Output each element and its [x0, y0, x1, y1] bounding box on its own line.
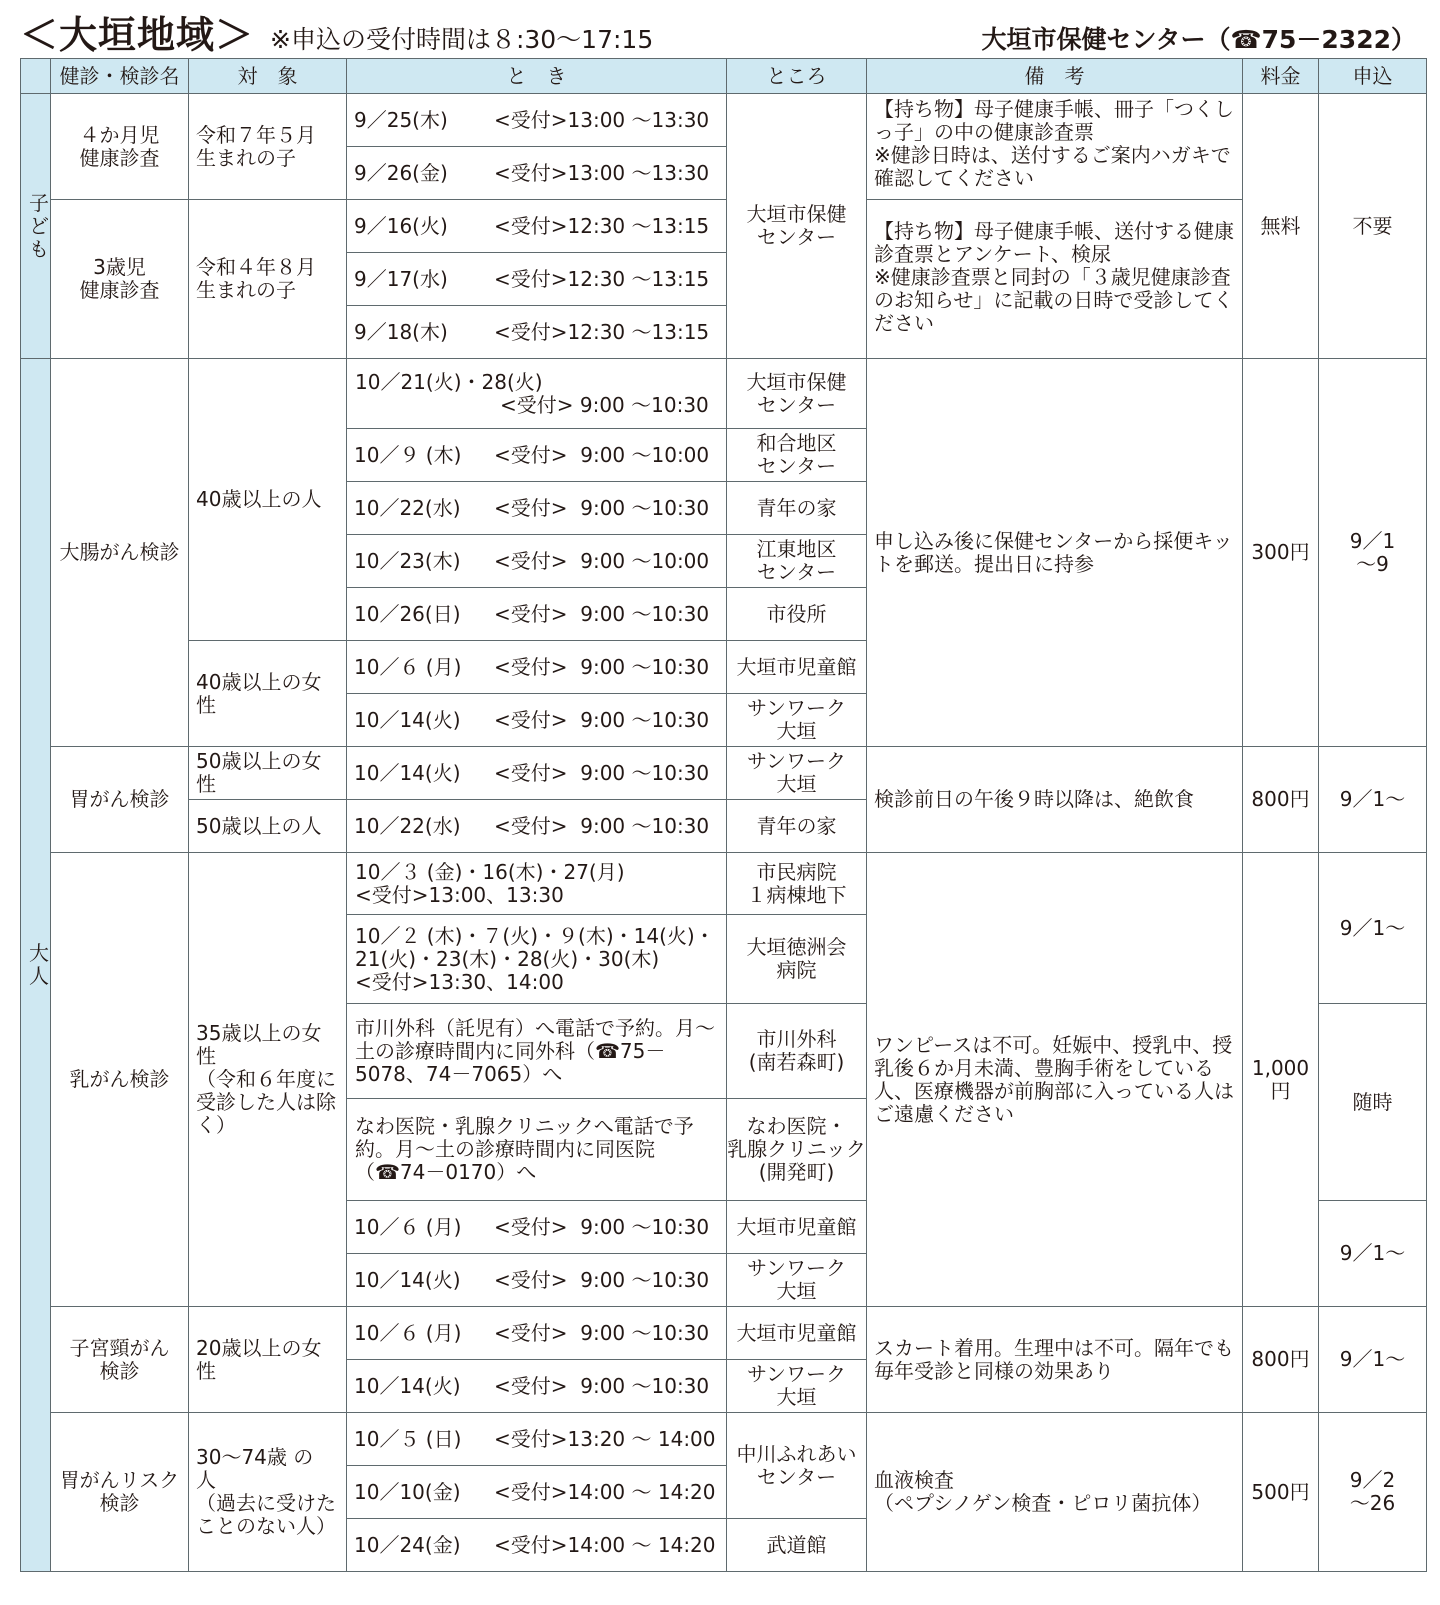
note-cell: 【持ち物】母子健康手帳、送付する健康診査票とアンケート、検尿 ※健康診査票と同封の「３歳児健康診査のお知らせ」に記載の日時で受診してください: [867, 200, 1243, 359]
table-row: [21, 747, 1427, 800]
target-cell: 30〜74歳 の 人 （過去に受けた ことのない人）: [189, 1413, 347, 1572]
date-cell: 10／23(木) <受付> 9:00 〜10:00: [347, 535, 727, 588]
corner-cell: [21, 59, 51, 94]
note-cell: スカート着用。生理中は不可。隔年でも毎年受診と同様の効果あり: [867, 1307, 1243, 1413]
date-cell: 10／14(火) <受付> 9:00 〜10:30: [347, 694, 727, 747]
date-cell: 9／17(水) <受付>12:30 〜13:15: [347, 253, 727, 306]
target-cell: 40歳以上の人: [189, 359, 347, 641]
col-header-note: 備 考: [867, 59, 1243, 94]
apply-cell: 9／2 〜26: [1319, 1413, 1427, 1572]
place-cell: サンワーク 大垣: [727, 694, 867, 747]
note-cell: 血液検査 （ペプシノゲン検査・ピロリ菌抗体）: [867, 1413, 1243, 1572]
date-cell: 10／２ (木)・７(火)・９(木)・14(火)・ 21(火)・23(木)・28(火)・30(木) <受付>13:30、14:00: [347, 915, 727, 1004]
place-cell: 中川ふれあい センター: [727, 1413, 867, 1519]
place-cell: 市役所: [727, 588, 867, 641]
place-cell: 青年の家: [727, 482, 867, 535]
checkup-name-cell: 乳がん検診: [51, 853, 189, 1307]
date-cell: 10／10(金) <受付>14:00 〜 14:20: [347, 1466, 727, 1519]
date-cell: 9／16(火) <受付>12:30 〜13:15: [347, 200, 727, 253]
checkup-schedule-table: [20, 58, 1427, 1572]
date-cell: 10／14(火) <受付> 9:00 〜10:30: [347, 747, 727, 800]
checkup-name-cell: 3歳児 健康診査: [51, 200, 189, 359]
target-cell: 35歳以上の女性 （令和６年度に 受診した人は除く）: [189, 853, 347, 1307]
fee-cell: 800円: [1243, 1307, 1319, 1413]
reception-hours-note: ※申込の受付時間は８:30〜17:15: [270, 25, 654, 54]
apply-cell: 9／1 〜9: [1319, 359, 1427, 747]
target-cell: 50歳以上の女性: [189, 747, 347, 800]
date-cell: 10／５ (日) <受付>13:20 〜 14:00: [347, 1413, 727, 1466]
date-cell: 9／26(金) <受付>13:00 〜13:30: [347, 147, 727, 200]
note-cell: 【持ち物】母子健康手帳、冊子「つくしっ子」の中の健康診査票 ※健診日時は、送付するご案内ハガキで確認してください: [867, 94, 1243, 200]
fee-cell: 500円: [1243, 1413, 1319, 1572]
fee-cell: 1,000円: [1243, 853, 1319, 1307]
region-title: ＜大垣地域＞: [20, 13, 255, 57]
date-cell: 市川外科（託児有）へ電話で予約。月〜土の診療時間内に同外科（☎75－5078、74－7065）へ: [347, 1004, 727, 1099]
target-cell: 20歳以上の女性: [189, 1307, 347, 1413]
place-cell: なわ医院・ 乳腺クリニック (開発町): [727, 1099, 867, 1201]
checkup-name-cell: 子宮頸がん 検診: [51, 1307, 189, 1413]
col-header-place: ところ: [727, 59, 867, 94]
checkup-name-cell: 大腸がん検診: [51, 359, 189, 747]
checkup-name-cell: ４か月児 健康診査: [51, 94, 189, 200]
table-row: [21, 853, 1427, 915]
place-cell: 大垣市保健 センター: [727, 359, 867, 429]
date-cell: 10／22(水) <受付> 9:00 〜10:30: [347, 800, 727, 853]
date-cell: 9／25(木) <受付>13:00 〜13:30: [347, 94, 727, 147]
table-row: [21, 200, 1427, 253]
place-cell: 和合地区 センター: [727, 429, 867, 482]
place-cell: サンワーク 大垣: [727, 747, 867, 800]
date-cell: 10／３ (金)・16(木)・27(月) <受付>13:00、13:30: [347, 853, 727, 915]
col-header-target: 対 象: [189, 59, 347, 94]
col-header-date: と き: [347, 59, 727, 94]
note-cell: 検診前日の午後９時以降は、絶飲食: [867, 747, 1243, 853]
note-cell: ワンピースは不可。妊娠中、授乳中、授乳後６か月未満、豊胸手術をしている人、医療機器が前胸部に入っている人はご遠慮ください: [867, 853, 1243, 1307]
place-cell: 大垣市児童館: [727, 641, 867, 694]
group-label-adult: 大人: [21, 359, 51, 1572]
fee-cell: 300円: [1243, 359, 1319, 747]
table-row: [21, 1413, 1427, 1466]
place-cell: 武道館: [727, 1519, 867, 1572]
apply-cell: 9／1〜: [1319, 1201, 1427, 1307]
col-header-apply: 申込: [1319, 59, 1427, 94]
date-cell: 10／26(日) <受付> 9:00 〜10:30: [347, 588, 727, 641]
place-cell: 大垣市児童館: [727, 1307, 867, 1360]
target-cell: 令和４年８月 生まれの子: [189, 200, 347, 359]
health-center-contact: 大垣市保健センター（☎75－2322）: [981, 25, 1416, 54]
date-cell: なわ医院・乳腺クリニックへ電話で予約。月〜土の診療時間内に同医院（☎74－0170）へ: [347, 1099, 727, 1201]
place-cell: 大垣市児童館: [727, 1201, 867, 1254]
place-cell: 大垣徳洲会 病院: [727, 915, 867, 1004]
date-cell: 9／18(木) <受付>12:30 〜13:15: [347, 306, 727, 359]
fee-cell: 800円: [1243, 747, 1319, 853]
apply-cell: 9／1〜: [1319, 1307, 1427, 1413]
place-cell: 大垣市保健 センター: [727, 94, 867, 359]
note-cell: 申し込み後に保健センターから採便キットを郵送。提出日に持参: [867, 359, 1243, 747]
page-header: [0, 0, 1440, 58]
date-cell: 10／24(金) <受付>14:00 〜 14:20: [347, 1519, 727, 1572]
date-cell: 10／９ (木) <受付> 9:00 〜10:00: [347, 429, 727, 482]
place-cell: 市民病院 １病棟地下: [727, 853, 867, 915]
checkup-name-cell: 胃がん検診: [51, 747, 189, 853]
date-cell: 10／22(水) <受付> 9:00 〜10:30: [347, 482, 727, 535]
place-cell: 市川外科 (南若森町): [727, 1004, 867, 1099]
date-cell: 10／14(火) <受付> 9:00 〜10:30: [347, 1254, 727, 1307]
col-header-name: 健診・検診名: [51, 59, 189, 94]
target-cell: 40歳以上の女性: [189, 641, 347, 747]
place-cell: 青年の家: [727, 800, 867, 853]
apply-cell: 9／1〜: [1319, 747, 1427, 853]
table-row: [21, 1307, 1427, 1360]
date-cell: 10／６ (月) <受付> 9:00 〜10:30: [347, 1307, 727, 1360]
col-header-fee: 料金: [1243, 59, 1319, 94]
date-cell: 10／６ (月) <受付> 9:00 〜10:30: [347, 1201, 727, 1254]
apply-cell: 随時: [1319, 1004, 1427, 1201]
apply-cell: 9／1〜: [1319, 853, 1427, 1004]
group-label-child: 子ども: [21, 94, 51, 359]
target-cell: 令和７年５月 生まれの子: [189, 94, 347, 200]
apply-cell: 不要: [1319, 94, 1427, 359]
place-cell: 江東地区 センター: [727, 535, 867, 588]
date-cell: 10／21(火)・28(火) <受付> 9:00 〜10:30: [347, 359, 727, 429]
date-cell: 10／６ (月) <受付> 9:00 〜10:30: [347, 641, 727, 694]
date-cell: 10／14(火) <受付> 9:00 〜10:30: [347, 1360, 727, 1413]
table-row: [21, 94, 1427, 147]
place-cell: サンワーク 大垣: [727, 1360, 867, 1413]
table-header-row: [21, 59, 1427, 94]
target-cell: 50歳以上の人: [189, 800, 347, 853]
place-cell: サンワーク 大垣: [727, 1254, 867, 1307]
table-row: [21, 359, 1427, 429]
fee-cell: 無料: [1243, 94, 1319, 359]
checkup-name-cell: 胃がんリスク 検診: [51, 1413, 189, 1572]
